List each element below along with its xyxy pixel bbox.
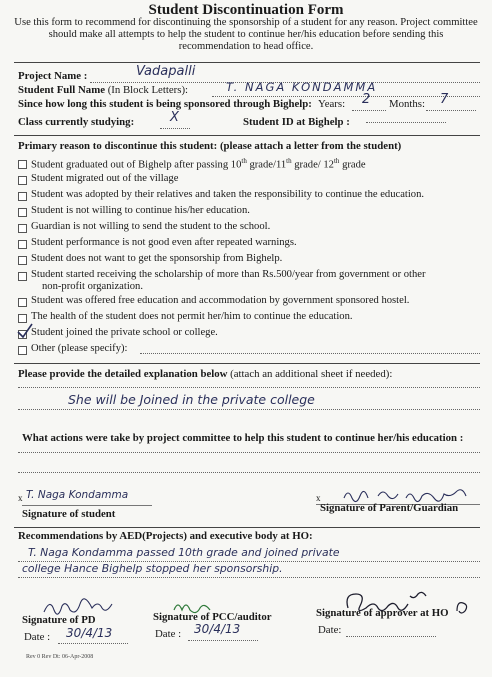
sponsorship-duration-label: Since how long this student is being sponsored through Bighelp: xyxy=(18,98,312,110)
explanation-label: Please provide the detailed explanation below xyxy=(18,368,228,380)
reason-checkbox[interactable] xyxy=(18,272,27,281)
student-signature[interactable]: T. Naga Kondamma xyxy=(26,489,129,501)
signature-line xyxy=(22,505,152,506)
months-value[interactable]: 7 xyxy=(440,92,449,107)
signature-x-mark: x xyxy=(316,493,321,503)
reasons-heading: Primary reason to discontinue this student: xyxy=(18,140,218,152)
years-line xyxy=(352,110,386,111)
pcc-signature-label: Signature of PCC/auditor xyxy=(153,611,272,623)
months-label: Months: xyxy=(389,98,425,110)
divider xyxy=(14,527,480,528)
other-line xyxy=(140,353,480,354)
student-signature-label: Signature of student xyxy=(22,508,116,520)
reason-label: Student was offered free education and accommodation by government sponsored hostel. xyxy=(31,295,410,306)
project-name-value[interactable]: Vadapalli xyxy=(136,64,196,79)
years-value[interactable]: 2 xyxy=(362,92,371,107)
divider xyxy=(14,363,480,364)
reason-label-continued: non-profit organization. xyxy=(42,281,144,292)
recommendation-line-1[interactable]: T. Naga Kondamma passed 10th grade and joined private xyxy=(28,546,340,559)
divider xyxy=(14,135,480,136)
reason-checkbox[interactable] xyxy=(18,256,27,265)
student-name-value[interactable]: T. NAGA KONDAMMA xyxy=(226,80,378,94)
project-name-label: Project Name : xyxy=(18,70,88,82)
form-title: Student Discontinuation Form xyxy=(148,2,344,18)
reason-label: Student graduated out of Bighelp after passing 10th grade/11th grade/ 12th grade xyxy=(31,157,366,171)
reason-label: Student performance is not good even after repeated warnings. xyxy=(31,237,297,248)
explanation-line xyxy=(18,387,480,388)
actions-line xyxy=(18,472,480,473)
reason-label: Other (please specify): xyxy=(31,343,128,354)
class-value[interactable]: X xyxy=(170,110,179,125)
parent-signature-label: Signature of Parent/Guardian xyxy=(320,502,459,514)
years-label: Years: xyxy=(318,98,346,110)
ho-date-label: Date: xyxy=(318,624,342,636)
pd-date-label: Date : xyxy=(24,631,51,643)
reason-label: Student was adopted by their relatives and taken the responsibility to continue the education. xyxy=(31,189,425,200)
reason-checkbox[interactable] xyxy=(18,208,27,217)
reason-label: Student migrated out of the village xyxy=(31,173,179,184)
reason-checkbox[interactable] xyxy=(18,240,27,249)
form-intro: Use this form to recommend for discontinuing the sponsorship of a student for any reason. Project committee should make all attempts to help the student to continue her/his education before sending this recommendation to head office. xyxy=(14,17,478,52)
reason-checkbox[interactable] xyxy=(18,298,27,307)
actions-label: What actions were take by project committee to help this student to continue her/his education : xyxy=(22,432,464,444)
recommendation-line-2[interactable]: college Hance Bighelp stopped her sponsorship. xyxy=(22,562,283,575)
ho-initial-mark-icon xyxy=(454,599,470,615)
explanation-line xyxy=(18,409,480,410)
pcc-date-label: Date : xyxy=(155,628,182,640)
reason-label: Student joined the private school or college. xyxy=(31,327,218,338)
reason-checkbox[interactable] xyxy=(18,192,27,201)
pd-signature-label: Signature of PD xyxy=(22,614,96,626)
pcc-date-line xyxy=(188,640,258,641)
class-label: Class currently studying: xyxy=(18,116,135,128)
student-id-line xyxy=(366,122,446,123)
reason-label: Student started receiving the scholarship of more than Rs.500/year from government or other xyxy=(31,269,426,280)
pcc-date-value[interactable]: 30/4/13 xyxy=(194,622,241,636)
signature-x-mark: x xyxy=(18,493,23,503)
months-line xyxy=(426,110,476,111)
recommendation-line xyxy=(18,577,480,578)
reason-checkbox[interactable] xyxy=(18,176,27,185)
actions-line xyxy=(18,452,480,453)
pd-date-line xyxy=(58,643,128,644)
reason-checkbox[interactable] xyxy=(18,224,27,233)
ho-date-line xyxy=(346,636,436,637)
student-id-label: Student ID at Bighelp : xyxy=(243,116,350,128)
pd-date-value[interactable]: 30/4/13 xyxy=(66,626,113,640)
student-name-hint: (In Block Letters): xyxy=(107,84,189,96)
reason-label: The health of the student does not permit her/him to continue the education. xyxy=(31,311,353,322)
revision-footer: Rev 0 Rev Dt: 06-Apr-2008 xyxy=(26,654,94,660)
explanation-note: (attach an additional sheet if needed): xyxy=(230,368,393,380)
reason-label: Student is not willing to continue his/her education. xyxy=(31,205,250,216)
explanation-value[interactable]: She will be Joined in the private college xyxy=(68,392,315,407)
reasons-heading-note: (please attach a letter from the student) xyxy=(219,140,402,152)
divider xyxy=(14,62,480,63)
class-line xyxy=(160,128,190,129)
reason-checkbox[interactable] xyxy=(18,160,27,169)
ho-signature-label: Signature of approver at HO xyxy=(316,607,449,619)
student-name-label: Student Full Name xyxy=(18,84,105,96)
reason-label: Guardian is not willing to send the student to the school. xyxy=(31,221,271,232)
reason-label: Student does not want to get the sponsorship from Bighelp. xyxy=(31,253,283,264)
reason-checkbox[interactable] xyxy=(18,346,27,355)
recommendations-label: Recommendations by AED(Projects) and executive body at HO: xyxy=(18,530,313,542)
